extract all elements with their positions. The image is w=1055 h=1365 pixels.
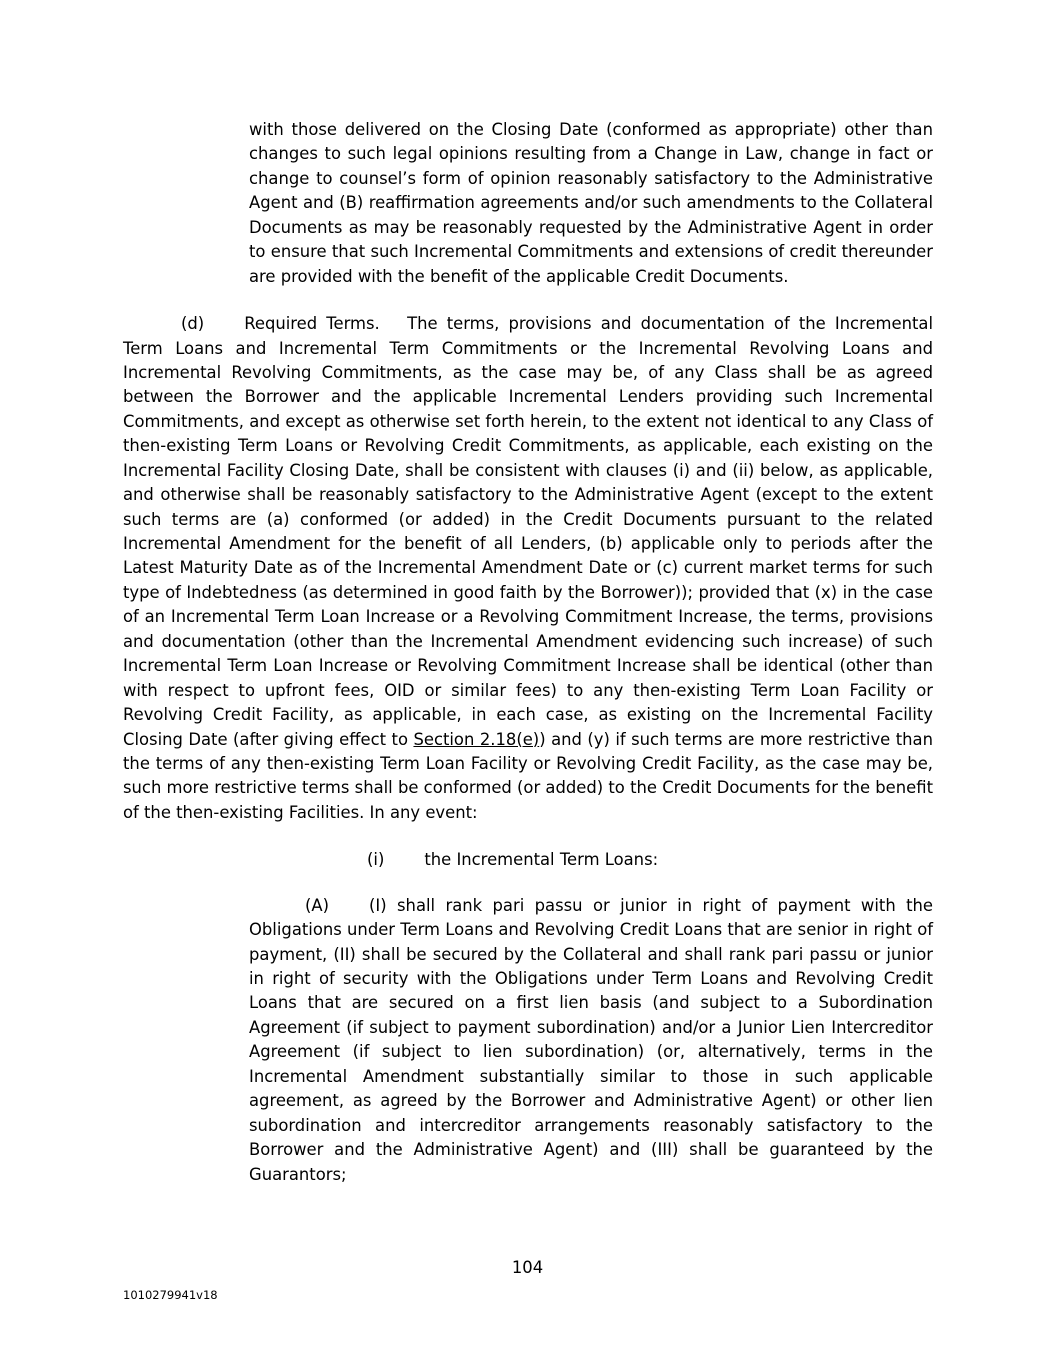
clause-heading-required-terms: Required Terms. (244, 314, 380, 334)
paragraph-sub-i (311, 848, 933, 872)
clause-marker-A: (A) (305, 895, 330, 915)
paragraph-sub-A (249, 894, 933, 1187)
paragraph-d (123, 312, 933, 825)
page-number: 104 (511, 1258, 544, 1277)
footer-document-id: 1010279941v18 (123, 1288, 218, 1302)
clause-marker-i: (i) (367, 850, 385, 870)
page-content (123, 118, 933, 1187)
paragraph-spacer (123, 825, 933, 848)
space (380, 314, 407, 333)
clause-i-text: the Incremental Term Loans: (424, 850, 659, 870)
paragraph-continuation: with those delivered on the Closing Date (conformed as appropriate) other than changes to such legal opinions resulting from a Change in Law, change in fact or change to counsel’s form of opinion reasonably satisfactory to the Administrative Agent and (B) reaffirmation agreements and/or such amendments to the Collateral Documents as may be reasonably requested by the Administrative Agent in order to ensure that such Incremental Commitments and extensions of credit thereunder are provided with the benefit of the applicable Credit Documents. (249, 120, 933, 286)
clause-marker-d: (d) (181, 314, 205, 334)
section-reference-link[interactable]: Section 2.18(e) (413, 729, 540, 749)
clause-A-text: (I) shall rank pari passu or junior in right of payment with the Obligations under Term Loans and Revolving Credit Loans that are senior in right of payment, (II) shall be secured by the Collateral and shall rank pari passu or junior in right of security with the Obligations under Term Loans and Revolving Credit Loans that are secured on a first lien basis (and subject to a Subordination Agreement (if subject to payment subordination) and/or a Junior Lien Intercreditor Agreement (if subject to lien subordination) (or, alternatively, terms in the Incremental Amendment substantially similar to those in such applicable agreement, as agreed by the Borrower and Administrative Agent) or other lien subordination and intercreditor arrangements reasonably satisfactory to the Borrower and the Administrative Agent) and (III) shall be guaranteed by the Guarantors; (249, 895, 933, 1184)
clause-d-body-part2: ) and (y) if such terms are more restrictive than the terms of any then-existing Term Loan Facility or Revolving Credit Facility, as the case may be, such more restrictive terms shall be conformed (or added) to the Credit Documents for the benefit of the then-existing Facilities. In any event: (123, 729, 933, 822)
clause-d-body-part1: The terms, provisions and documentation of the Incremental Term Loans and Incremental Term Commitments or the Incremental Revolving Loans and Incremental Revolving Commitments, as the case may be, of any Class shall be as agreed between the Borrower and the applicable Incremental Lenders providing such Incremental Commitments, and except as otherwise set forth herein, to the extent not identical to any Class of then-existing Term Loans or Revolving Credit Commitments, as applicable, each existing on the Incremental Facility Closing Date, shall be consistent with clauses (i) and (ii) below, as applicable, and otherwise shall be reasonably satisfactory to the Administrative Agent (except to the extent such terms are (a) conformed (or added) in the Credit Documents pursuant to the related Incremental Amendment for the benefit of all Lenders, (b) applicable only to periods after the Latest Maturity Date as of the Incremental Amendment Date or (c) current market terms for such type of Indebtedness (as determined in good faith by the Borrower)); provided that (x) in the case of an Incremental Term Loan Increase or a Revolving Commitment Increase, the terms, provisions and documentation (other than the Incremental Amendment evidencing such increase) of such Incremental Term Loan Increase or Revolving Commitment Increase shall be identical (other than with respect to upfront fees, OID or similar fees) to any then-existing Term Loan Facility or Revolving Credit Facility, as applicable, in each case, as existing on the Incremental Facility Closing Date (after giving effect to (123, 314, 933, 749)
paragraph-spacer (123, 289, 933, 312)
paragraph-spacer (123, 873, 933, 894)
